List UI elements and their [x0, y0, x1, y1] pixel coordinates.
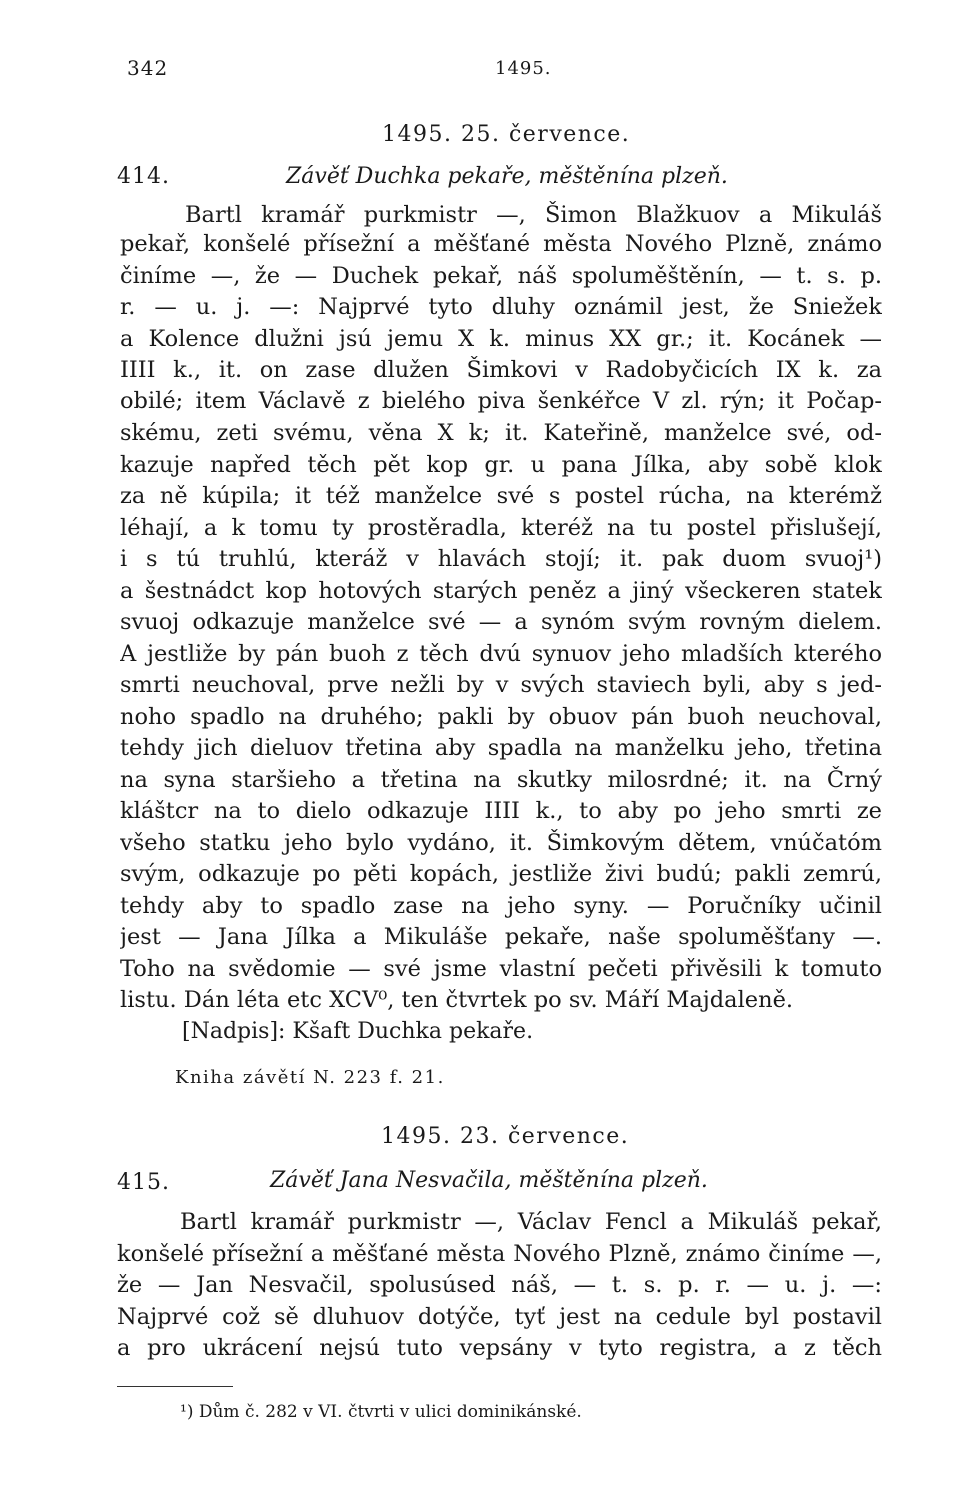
text-line: tehdy jich dieluov třetina aby spadla na manželku jeho, třetina — [120, 735, 882, 761]
text-line: všeho statku jeho bylo vydáno, it. Šimkovým dětem, vnúčatóm — [120, 830, 882, 856]
entry-414-title: Závěť Duchka pekaře, měštěnína plzeň. — [286, 164, 728, 189]
entry-414-inscription: [Nadpis]: Kšaft Duchka pekaře. — [182, 1019, 534, 1044]
page-number: 342 — [127, 56, 169, 80]
footnote-rule — [117, 1386, 233, 1387]
text-line: i s tú truhlú, kteráž v hlavách stojí; it. pak duom svuoj¹) — [120, 546, 882, 572]
running-header-year: 1495. — [495, 58, 552, 79]
text-line: pekař, konšelé přísežní a měšťané města Nového Plzně, známo — [120, 231, 882, 257]
text-line: a pro ukrácení nejsú tuto vepsány v tyto registra, a z těch — [117, 1335, 882, 1361]
text-line: jest — Jana Jílka a Mikuláše pekaře, naše spoluměšťany —. — [120, 924, 882, 950]
text-line: Toho na svědomie — své jsme vlastní pečeti přivěsili k tomuto — [120, 956, 882, 982]
text-line: konšelé přísežní a měšťané města Nového Plzně, známo činíme —, — [117, 1241, 882, 1267]
text-line: a šestnádct kop hotových starých peněz a jiný všeckeren statek — [120, 578, 882, 604]
text-line: svým, odkazuje po pěti kopách, jestliže živi budú; pakli zemrú, — [120, 861, 882, 887]
text-line: činíme —, že — Duchek pekař, náš spoluměštěnín, — t. s. p. — [120, 263, 882, 289]
entry-414-number: 414. — [117, 164, 170, 189]
text-line: A jestliže by pán buoh z těch dvú synuov jeho mladších kterého — [120, 641, 882, 667]
text-line: na syna staršieho a třetina na skutky milosrdné; it. na Črný — [120, 767, 882, 793]
text-line: obilé; item Václavě z bielého piva šenkéřce V zl. rýn; it Počap- — [120, 388, 882, 414]
text-line: Bartl kramář purkmistr —, Václav Fencl a Mikuláš pekař, — [180, 1209, 882, 1235]
text-line: tehdy aby to spadlo zase na jeho syny. — Poručníky učinil — [120, 893, 882, 919]
text-line: r. — u. j. —: Najprvé tyto dluhy oznámil jest, že Sniežek — [120, 294, 882, 320]
text-line: kazuje napřed těch pět kop gr. u pana Jílka, aby sobě klok — [120, 452, 882, 478]
entry-414-date: 1495. 25. července. — [382, 122, 631, 147]
text-line: IIII k., it. on zase dlužen Šimkovi v Radobyčicích IX k. za — [120, 357, 882, 383]
text-line: že — Jan Nesvačil, spolusúsed náš, — t. s. p. r. — u. j. —: — [117, 1272, 882, 1298]
text-line: listu. Dán léta etc XCV⁰, ten čtvrtek po sv. Máří Majdaleně. — [120, 987, 794, 1013]
text-line: za ně kúpila; it též manželce své s postel rúcha, na kterémž — [120, 483, 882, 509]
entry-415-title: Závěť Jana Nesvačila, měštěnína plzeň. — [270, 1168, 708, 1193]
text-line: kláštcr na to dielo odkazuje IIII k., to aby po jeho smrti ze — [120, 798, 882, 824]
text-line: a Kolence dlužni jsú jemu X k. minus XX gr.; it. Kocánek — — [120, 326, 882, 352]
text-line: smrti neuchoval, prve nežli by v svých staviech byli, aby s jed- — [120, 672, 882, 698]
text-line: skému, zeti svému, věna X k; it. Kateřině, manželce své, od- — [120, 420, 882, 446]
text-line: Najprvé což sě dluhuov dotýče, tyť jest na cedule byl postavil — [117, 1304, 882, 1330]
entry-415-date: 1495. 23. července. — [381, 1124, 630, 1149]
text-line: Bartl kramář purkmistr —, Šimon Blažkuov a Mikuláš — [185, 202, 882, 228]
footnote: ¹) Dům č. 282 v VI. čtvrti v ulici dominikánské. — [180, 1402, 582, 1422]
text-line: léhají, a k tomu ty prostěradla, kteréž na tu postel přislušejí, — [120, 515, 882, 541]
text-line: svuoj odkazuje manželce své — a synóm svým rovným dielem. — [120, 609, 882, 635]
entry-414-source: Kniha závětí N. 223 f. 21. — [175, 1067, 445, 1088]
text-line: noho spadlo na druhého; pakli by obuov pán buoh neuchoval, — [120, 704, 882, 730]
entry-415-number: 415. — [117, 1170, 170, 1195]
